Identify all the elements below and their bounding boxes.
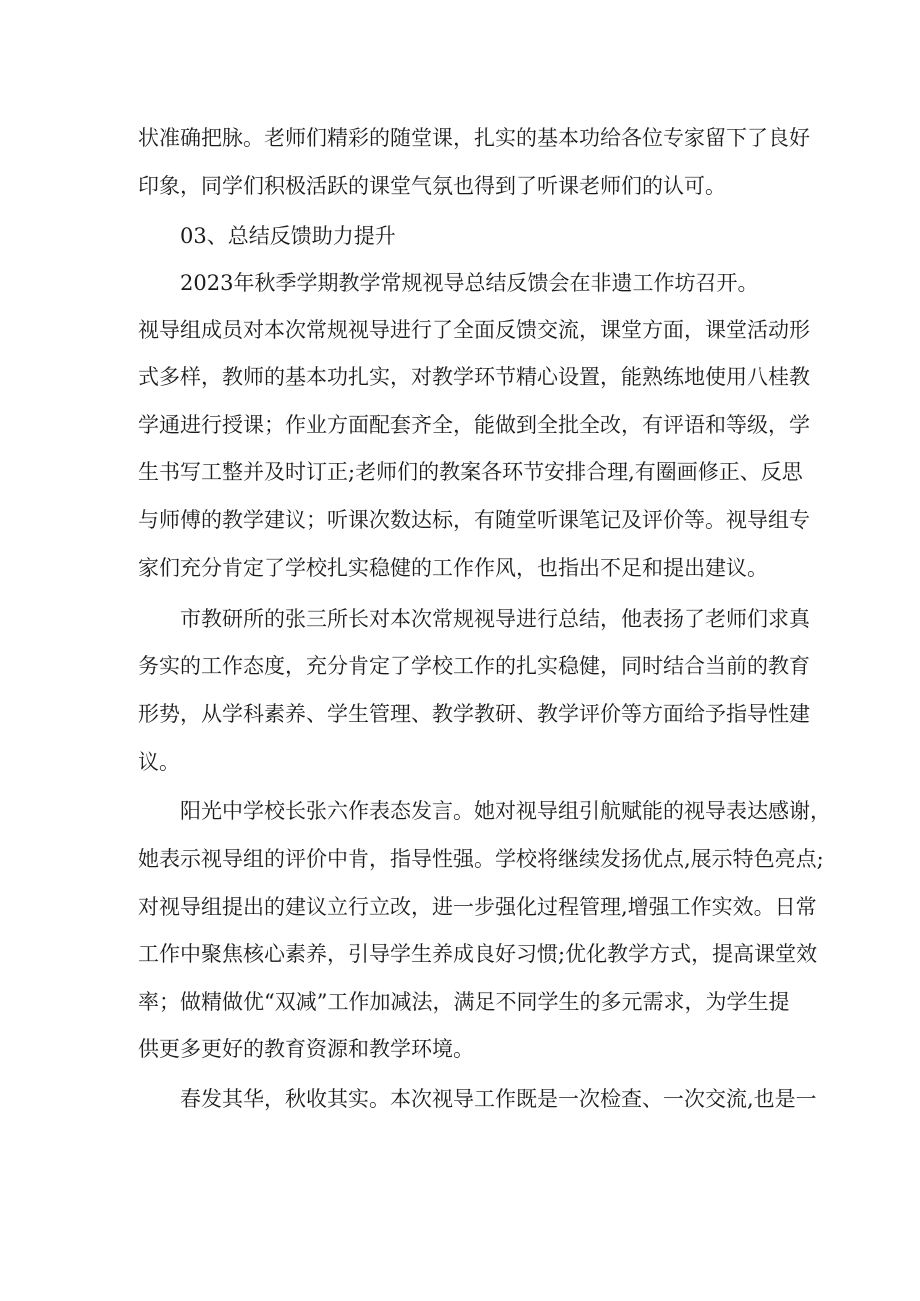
text-line-12: 形势，从学科素养、学生管理、教学教研、教学评价等方面给予指导性建 (138, 702, 810, 726)
text-line-20: 春发其华，秋收其实。本次视导工作既是一次检查、一次交流,也是一 (180, 1087, 817, 1111)
text-line-17: 工作中聚焦核心素养，引导学生养成良好习惯;优化教学方式，提高课堂效 (138, 942, 818, 966)
section-heading: 03、总结反馈助力提升 (180, 224, 396, 248)
text-line-2: 印象，同学们积极活跃的课堂气氛也得到了听课老师们的认可。 (138, 174, 726, 198)
text-line-14: 阳光中学校长张六作表态发言。她对视导组引航赋能的视导表达感谢， (180, 799, 831, 823)
text-line-7: 生书写工整并及时订正;老师们的教案各环节安排合理,有圈画修正、反思 (138, 460, 803, 484)
text-line-10: 市教研所的张三所长对本次常规视导进行总结，他表扬了老师们求真 (180, 607, 810, 631)
text-line-9: 家们充分肯定了学校扎实稳健的工作作风，也指出不足和提出建议。 (138, 556, 768, 580)
text-line-18: 率；做精做优“双减”工作加减法，满足不同学生的多元需求，为学生提 (138, 990, 790, 1014)
text-line-1: 状准确把脉。老师们精彩的随堂课，扎实的基本功给各位专家留下了良好 (138, 126, 810, 150)
text-line-8: 与师傅的教学建议；听课次数达标，有随堂听课笔记及评价等。视导组专 (138, 508, 810, 532)
text-line-19: 供更多更好的教育资源和教学环境。 (138, 1037, 474, 1061)
text-line-4: 视导组成员对本次常规视导进行了全面反馈交流，课堂方面，课堂活动形 (138, 318, 810, 342)
text-line-5: 式多样，教师的基本功扎实，对教学环节精心设置，能熟练地使用八桂教 (138, 365, 810, 389)
text-line-13: 议。 (138, 750, 180, 774)
text-line-6: 学通进行授课；作业方面配套齐全，能做到全批全改，有评语和等级，学 (138, 413, 810, 437)
text-line-15: 她表示视导组的评价中肯，指导性强。学校将继续发扬优点,展示特色亮点; (138, 847, 824, 871)
text-line-3: 2023年秋季学期教学常规视导总结反馈会在非遗工作坊召开。 (180, 271, 759, 295)
text-line-16: 对视导组提出的建议立行立改，进一步强化过程管理,增强工作实效。日常 (138, 895, 817, 919)
text-line-11: 务实的工作态度，充分肯定了学校工作的扎实稳健，同时结合当前的教育 (138, 654, 810, 678)
